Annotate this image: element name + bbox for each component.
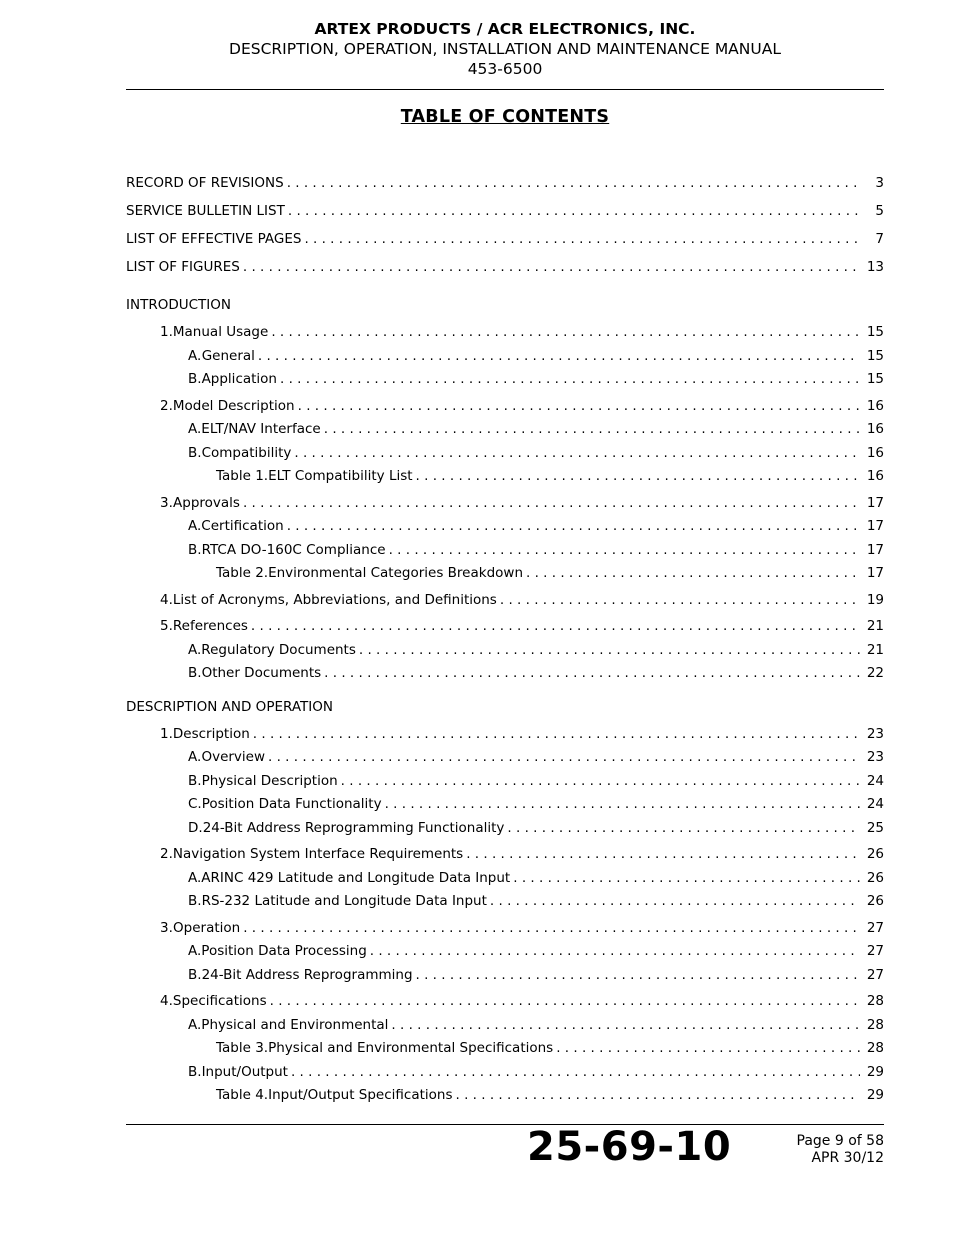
entry-page-number: 24 [866, 772, 884, 789]
entry-page-number: 16 [866, 468, 884, 484]
entry-label: Operation [173, 919, 241, 936]
entry-page-number: 15 [866, 371, 884, 387]
toc-entry-subsection[interactable] [126, 662, 884, 686]
dot-leader [240, 492, 860, 516]
entry-number: A. [188, 749, 202, 765]
company-name: ARTEX PRODUCTS / ACR ELECTRONICS, INC. [314, 20, 696, 38]
dot-leader [487, 890, 860, 914]
dot-leader [553, 1037, 860, 1061]
toc-entry-top[interactable] [126, 256, 884, 284]
dot-leader [356, 639, 860, 663]
dot-leader [523, 562, 860, 586]
page-number: Page 9 of 58 [796, 1133, 884, 1149]
entry-page-number: 3 [875, 175, 884, 191]
entry-page-number: 27 [866, 966, 884, 983]
entry-page-number: 28 [866, 993, 884, 1009]
dot-leader [268, 321, 860, 345]
entry-page-number: 21 [866, 641, 884, 658]
entry-label: General [201, 347, 255, 364]
entry-label: List of Acronyms, Abbreviations, and Definitions [172, 591, 497, 608]
toc-entry-subsection[interactable] [126, 890, 884, 914]
entry-number: 4. [160, 993, 173, 1009]
entry-number: B. [188, 371, 202, 387]
entry-page-number: 17 [866, 565, 884, 581]
entry-label: RECORD OF REVISIONS [126, 175, 284, 191]
toc-entry-subsection[interactable] [126, 639, 884, 663]
dot-leader [284, 172, 860, 194]
entry-page-number: 5 [875, 203, 884, 219]
section-heading: DESCRIPTION AND OPERATION [126, 698, 333, 715]
header-rule [126, 89, 884, 90]
entry-number: A. [188, 347, 202, 364]
dot-leader [510, 867, 860, 891]
entry-page-number: 16 [866, 444, 884, 461]
toc-entry-subsection[interactable] [126, 793, 884, 817]
dot-leader [288, 1061, 860, 1085]
entry-page-number: 28 [866, 1016, 884, 1033]
entry-page-number: 26 [866, 869, 884, 886]
entry-label: Application [201, 371, 277, 387]
entry-page-number: 13 [866, 259, 884, 275]
entry-page-number: 15 [866, 347, 884, 364]
toc-entry-subsection[interactable] [126, 1061, 884, 1085]
toc-entry-subsection[interactable] [126, 817, 884, 841]
entry-number: 1. [160, 725, 173, 742]
toc-entry-table[interactable] [126, 1084, 884, 1108]
entry-page-number: 16 [866, 397, 884, 414]
dot-leader [250, 723, 860, 747]
entry-label: RS-232 Latitude and Longitude Data Input [201, 893, 487, 909]
entry-page-number: 21 [866, 618, 884, 634]
entry-page-number: 17 [866, 518, 884, 534]
page-title: TABLE OF CONTENTS [400, 107, 610, 127]
entry-label: Description [172, 725, 250, 742]
entry-label: Manual Usage [172, 324, 269, 340]
dot-leader [382, 793, 860, 817]
entry-label: SERVICE BULLETIN LIST [126, 203, 285, 219]
entry-page-number: 17 [866, 541, 884, 558]
entry-page-number: 19 [866, 591, 884, 608]
toc-entry-top[interactable] [126, 172, 884, 200]
entry-label: Specifications [172, 993, 267, 1009]
entry-label: 24-Bit Address Reprogramming [201, 966, 413, 983]
entry-page-number: 7 [875, 231, 884, 247]
toc-entry-chapter[interactable] [126, 917, 884, 941]
toc-entry-table[interactable] [126, 1037, 884, 1061]
page-header [126, 19, 884, 79]
toc-entry-subsection[interactable] [126, 515, 884, 539]
entry-number: 3. [160, 919, 173, 936]
toc-entry-subsection[interactable] [126, 1014, 884, 1038]
entry-page-number: 15 [866, 324, 884, 340]
dot-leader [463, 843, 860, 867]
entry-label: LIST OF EFFECTIVE PAGES [126, 231, 302, 247]
entry-number: Table 2. [216, 565, 269, 581]
entry-number: A. [188, 518, 202, 534]
entry-number: A. [188, 1016, 202, 1033]
revision-date: APR 30/12 [811, 1150, 884, 1166]
entry-page-number: 28 [866, 1040, 884, 1056]
entry-page-number: 27 [866, 919, 884, 936]
entry-page-number: 29 [866, 1087, 884, 1103]
entry-page-number: 26 [866, 846, 884, 862]
dot-leader [497, 589, 860, 613]
dot-leader [240, 256, 860, 278]
toc-entry-subsection[interactable] [126, 867, 884, 891]
entry-page-number: 17 [866, 494, 884, 511]
entry-number: A. [188, 869, 202, 886]
entry-number: 2. [160, 397, 173, 414]
dot-leader [321, 662, 860, 686]
dot-leader [338, 770, 860, 794]
dot-leader [453, 1084, 861, 1108]
toc-entry-subsection[interactable] [126, 345, 884, 369]
entry-number: C. [188, 796, 202, 812]
toc-entry-subsection[interactable] [126, 418, 884, 442]
entry-label: RTCA DO-160C Compliance [201, 541, 386, 558]
entry-label: Input/Output Specifications [268, 1087, 453, 1103]
toc-entry-table[interactable] [126, 465, 884, 489]
entry-number: A. [188, 641, 202, 658]
entry-number: B. [188, 772, 202, 789]
entry-page-number: 25 [866, 819, 884, 836]
entry-label: ELT Compatibility List [268, 468, 413, 484]
entry-label: Navigation System Interface Requirements [172, 846, 464, 862]
dot-leader [267, 990, 860, 1014]
toc-entry-subsection[interactable] [126, 770, 884, 794]
entry-label: Position Data Functionality [201, 796, 382, 812]
toc-entry-chapter[interactable] [126, 395, 884, 419]
entry-label: References [172, 618, 248, 634]
dot-leader [265, 746, 860, 770]
dot-leader [388, 1014, 860, 1038]
entry-number: B. [188, 541, 202, 558]
entry-label: Model Description [172, 397, 295, 414]
dot-leader [504, 817, 860, 841]
entry-label: Physical and Environmental Specifications [268, 1040, 554, 1056]
entry-label: Environmental Categories Breakdown [268, 565, 524, 581]
toc-entry-chapter[interactable] [126, 615, 884, 639]
dot-leader [291, 442, 860, 466]
entry-number: 4. [160, 591, 173, 608]
entry-number: Table 1. [216, 468, 269, 484]
entry-number: B. [188, 444, 202, 461]
entry-number: Table 3. [216, 1040, 269, 1056]
entry-number: 2. [160, 846, 173, 862]
entry-label: LIST OF FIGURES [126, 259, 240, 275]
entry-label: Regulatory Documents [201, 641, 356, 658]
entry-page-number: 27 [866, 943, 884, 959]
entry-label: ELT/NAV Interface [201, 421, 321, 437]
toc-entry-top[interactable] [126, 200, 884, 228]
toc-entry-chapter[interactable] [126, 723, 884, 747]
entry-label: Approvals [173, 494, 240, 511]
document-number: 25-69-10 [527, 1124, 732, 1170]
entry-label: Position Data Processing [201, 943, 367, 959]
toc-entry-chapter[interactable] [126, 492, 884, 516]
entry-number: Table 4. [216, 1087, 269, 1103]
toc-entry-chapter[interactable] [126, 843, 884, 867]
entry-page-number: 22 [866, 665, 884, 681]
entry-number: B. [188, 893, 202, 909]
toc-entry-chapter[interactable] [126, 589, 884, 613]
entry-number: 3. [160, 494, 173, 511]
manual-title: DESCRIPTION, OPERATION, INSTALLATION AND MAINTENANCE MANUAL [229, 40, 781, 58]
entry-number: 5. [160, 618, 173, 634]
footer-rule [126, 1124, 884, 1125]
entry-number: D. [188, 819, 203, 836]
entry-label: Overview [201, 749, 266, 765]
dot-leader [413, 465, 860, 489]
dot-leader [301, 228, 860, 250]
dot-leader [248, 615, 860, 639]
toc-entry-chapter[interactable] [126, 321, 884, 345]
entry-page-number: 26 [866, 893, 884, 909]
section-heading: INTRODUCTION [126, 297, 231, 313]
toc-entry-subsection[interactable] [126, 746, 884, 770]
entry-label: Physical and Environmental [201, 1016, 389, 1033]
toc-entry-top[interactable] [126, 228, 884, 256]
part-number: 453-6500 [467, 60, 543, 78]
entry-number: B. [188, 966, 202, 983]
dot-leader [367, 940, 860, 964]
entry-page-number: 24 [866, 796, 884, 812]
dot-leader [295, 395, 860, 419]
entry-label: 24-Bit Address Reprogramming Functionality [202, 819, 505, 836]
entry-number: B. [188, 1063, 202, 1080]
entry-label: Physical Description [201, 772, 338, 789]
dot-leader [386, 539, 860, 563]
toc-entry-subsection[interactable] [126, 442, 884, 466]
entry-page-number: 23 [866, 749, 884, 765]
dot-leader [285, 200, 860, 222]
entry-label: Compatibility [201, 444, 292, 461]
entry-label: ARINC 429 Latitude and Longitude Data Input [201, 869, 511, 886]
toc-entry-subsection[interactable] [126, 539, 884, 563]
entry-label: Other Documents [201, 665, 322, 681]
dot-leader [240, 917, 860, 941]
entry-page-number: 29 [866, 1063, 884, 1080]
toc-entry-table[interactable] [126, 562, 884, 586]
table-of-contents [126, 172, 884, 1108]
dot-leader [321, 418, 860, 442]
toc-entry-subsection[interactable] [126, 964, 884, 988]
entry-number: 1. [160, 324, 173, 340]
entry-page-number: 16 [866, 421, 884, 437]
entry-number: A. [188, 943, 202, 959]
entry-number: B. [188, 665, 202, 681]
entry-number: A. [188, 421, 202, 437]
dot-leader [277, 368, 860, 392]
dot-leader [413, 964, 860, 988]
toc-entry-subsection[interactable] [126, 368, 884, 392]
entry-page-number: 23 [866, 725, 884, 742]
toc-entry-chapter[interactable] [126, 990, 884, 1014]
dot-leader [255, 345, 860, 369]
toc-entry-subsection[interactable] [126, 940, 884, 964]
dot-leader [284, 515, 860, 539]
entry-label: Input/Output [201, 1063, 288, 1080]
page-info [797, 1133, 884, 1167]
entry-label: Certification [201, 518, 284, 534]
